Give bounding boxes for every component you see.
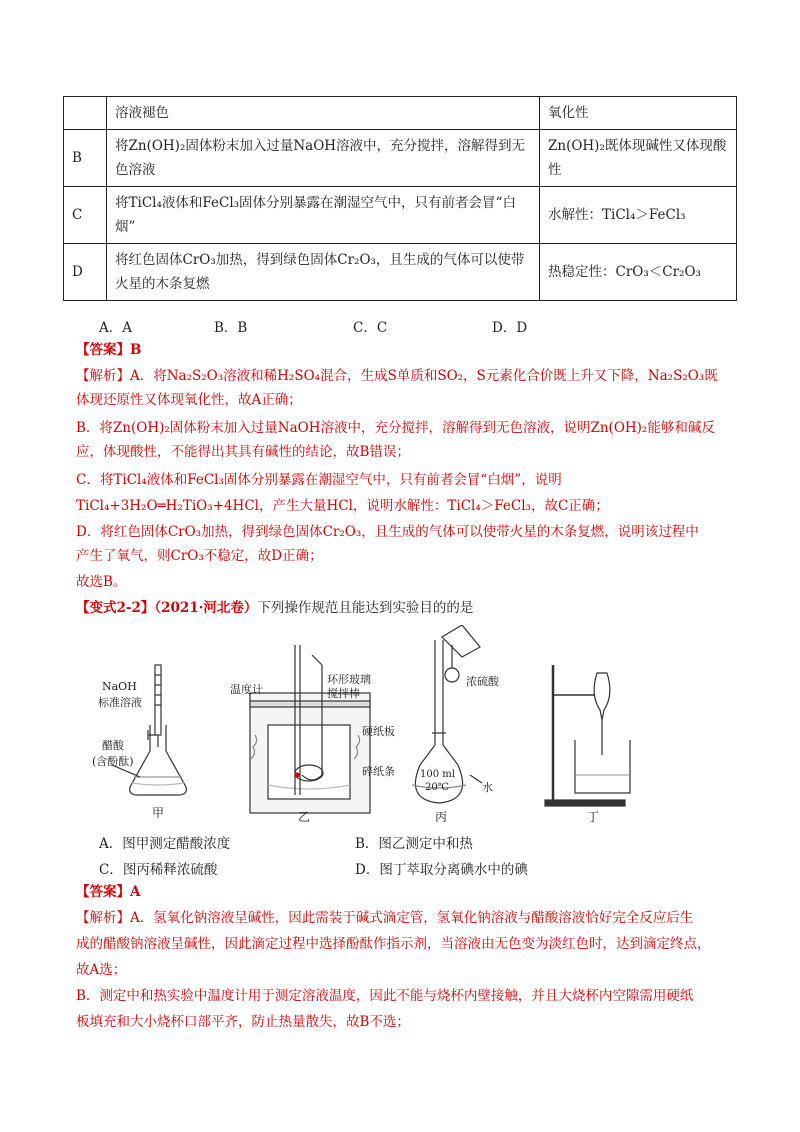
explain-line: D．将红色固体CrO₃加热，得到绿色固体Cr₂O₃，且生成的气体可以使带火星的木条复燃，说明该过程中 (76, 524, 699, 540)
explain-line: 故A选； (76, 962, 127, 978)
explain-line: 成的醋酸钠溶液呈碱性，因此滴定过程中选择酚酞作指示剂，当溶液由无色变为淡红色时，达到滴定终点， (76, 936, 711, 952)
table-row (64, 130, 737, 187)
row-operation: 溶液褪色 (107, 97, 540, 130)
explain-line: B．将Zn(OH)₂固体粉末加入过量NaOH溶液中，充分搅拌，溶解得到无色溶液，说明Zn(OH)₂能够和碱反 (76, 420, 715, 436)
explain-line: 产生了氧气，则CrO₃不稳定，故D正确； (76, 548, 323, 564)
row-operation: 将红色固体CrO₃加热，得到绿色固体Cr₂O₃，且生成的气体可以使带火星的木条复燃 (107, 244, 540, 301)
question-header (76, 598, 473, 618)
row-conclusion: Zn(OH)₂既体现碱性又体现酸性 (540, 130, 737, 187)
explain-line: 故选B。 (76, 574, 127, 590)
label-volume: 100 ml (420, 769, 455, 780)
row-conclusion: 热稳定性：CrO₃＜Cr₂O₃ (540, 244, 737, 301)
row-operation: 将Zn(OH)₂固体粉末加入过量NaOH溶液中，充分搅拌，溶解得到无色溶液 (107, 130, 540, 187)
option-a[interactable]: A．图甲测定醋酸浓度 (99, 836, 231, 852)
row-conclusion: 水解性：TiCl₄＞FeCl₃ (540, 187, 737, 244)
label-stirrer2: 搅拌棒 (327, 687, 360, 700)
label-board: 硬纸板 (362, 725, 395, 738)
row-operation: 将TiCl₄液体和FeCl₃固体分别暴露在潮湿空气中，只有前者会冒“白烟” (107, 187, 540, 244)
explain-line: 【解析】A．氢氧化钠溶液呈碱性，因此需装于碱式滴定管，氢氧化钠溶液与醋酸溶液恰好完全反应后生 (76, 910, 694, 926)
explain-line: 体现还原性又体现氧化性，故A正确； (76, 392, 302, 408)
label-paper: 碎纸条 (362, 765, 395, 778)
separatory-funnel-setup (545, 665, 630, 806)
explain-line: TiCl₄+3H₂O═H₂TiO₃+4HCl，产生大量HCl，说明水解性：TiCl₄＞FeCl₃，故C正确； (76, 498, 609, 514)
answer-label: 【答案】B (76, 342, 142, 358)
caption-ding: 丁 (587, 810, 600, 824)
explain-line: 板填充和大小烧杯口部平齐，防止热量散失，故B不选； (76, 1014, 410, 1030)
label-phen: (含酚酞) (92, 755, 134, 768)
row-label: D (64, 244, 107, 301)
label-std: 标准溶液 (98, 696, 142, 709)
label-sulfuric: 浓硫酸 (466, 675, 499, 688)
label-stirrer1: 环形玻璃 (327, 673, 371, 686)
calorimeter-setup (250, 645, 370, 813)
row-label: B (64, 130, 107, 187)
option-a[interactable]: A．A (99, 320, 132, 336)
question-table (63, 96, 737, 301)
row-label (64, 97, 107, 130)
explain-line: 【解析】A．将Na₂S₂O₃溶液和稀H₂SO₄混合，生成S单质和SO₂，S元素化合价既上升又下降，Na₂S₂O₃既 (76, 368, 718, 384)
row-label: C (64, 187, 107, 244)
option-d[interactable]: D．D (492, 320, 528, 336)
label-acid: 醋酸 (102, 739, 124, 752)
table-row (64, 187, 737, 244)
label-water: 水 (482, 781, 493, 794)
question-tag: 【变式2-2】（2021·河北卷） (76, 600, 258, 616)
option-b[interactable]: B．B (214, 320, 248, 336)
apparatus-figure (90, 625, 650, 825)
option-c[interactable]: C．图丙稀释浓硫酸 (99, 862, 218, 878)
option-d[interactable]: D．图丁萃取分离碘水中的碘 (355, 862, 528, 878)
explain-line: B．测定中和热实验中温度计用于测定溶液温度，因此不能与烧杯内壁接触，并且大烧杯内空隙需用硬纸 (76, 988, 694, 1004)
caption-jia: 甲 (152, 806, 165, 820)
explain-line: 应，体现酸性，不能得出其具有碱性的结论，故B错误； (76, 444, 410, 460)
label-temp: 20℃ (425, 782, 449, 793)
option-b[interactable]: B．图乙测定中和热 (355, 836, 473, 852)
row-conclusion: 氧化性 (540, 97, 737, 130)
label-thermometer: 温度计 (230, 683, 263, 696)
table-row (64, 97, 737, 130)
explain-line: C．将TiCl₄液体和FeCl₃固体分别暴露在潮湿空气中，只有前者会冒“白烟”，说明 (76, 472, 562, 488)
label-naoh: NaOH (102, 680, 137, 693)
caption-yi: 乙 (298, 810, 311, 824)
caption-bing: 丙 (435, 810, 448, 824)
option-c[interactable]: C．C (353, 320, 388, 336)
question-stem: 下列操作规范且能达到实验目的的是 (257, 600, 474, 616)
table-row (64, 244, 737, 301)
answer-label: 【答案】A (76, 884, 141, 900)
